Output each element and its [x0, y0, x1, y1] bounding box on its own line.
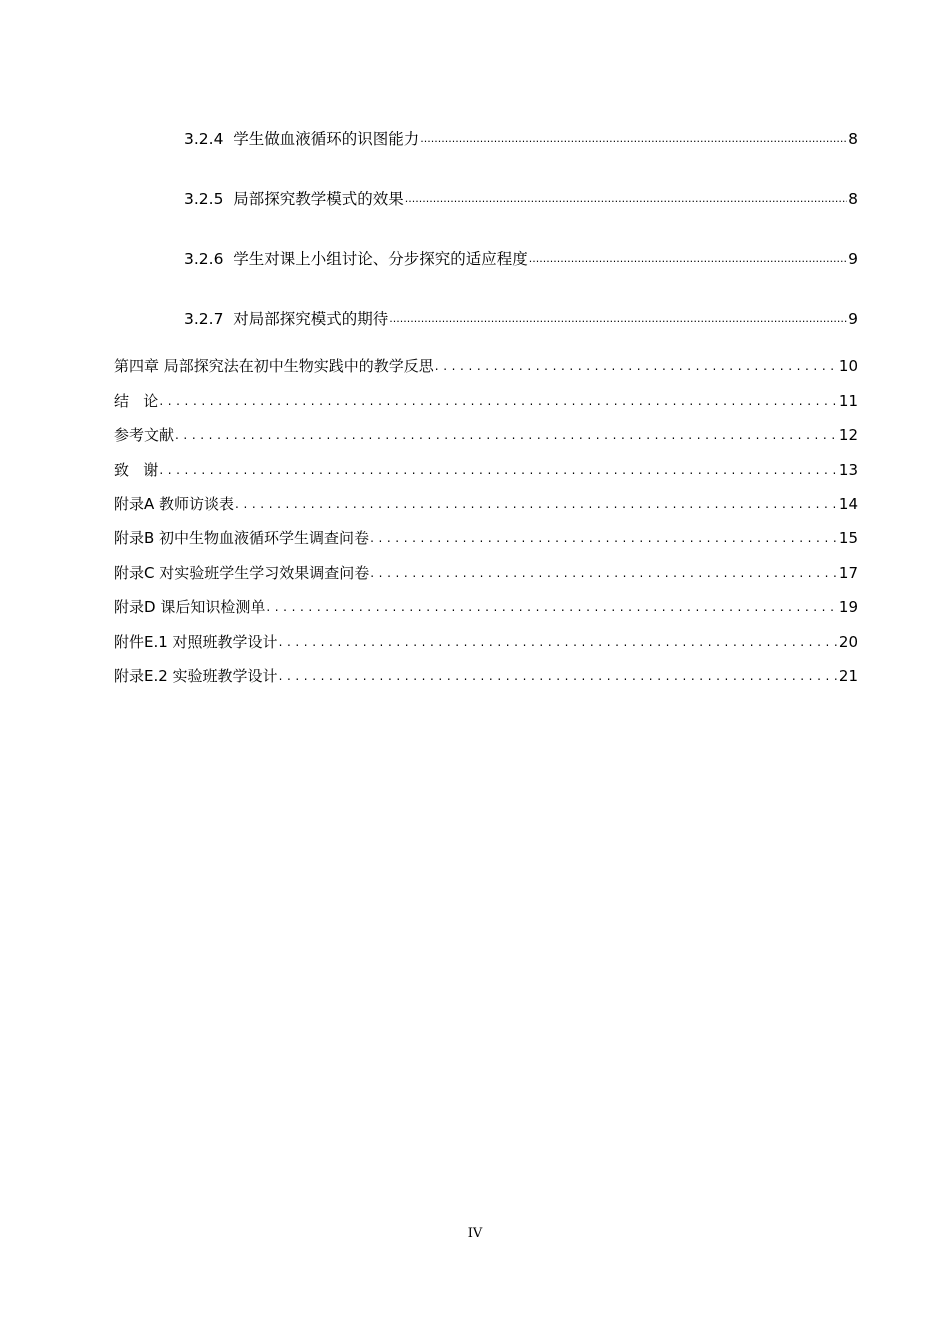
toc-entry-label: 附录C 对实验班学生学习效果调查问卷 — [114, 564, 370, 582]
toc-entry-appendix-b[interactable] — [114, 528, 858, 548]
toc-page-number: 15 — [838, 529, 858, 547]
toc-page-number: 9 — [848, 310, 858, 328]
toc-entry-appendix-d[interactable] — [114, 597, 858, 617]
toc-entry-appendix-a[interactable] — [114, 494, 858, 514]
toc-entry-conclusion[interactable] — [114, 391, 858, 411]
dot-leader — [266, 596, 838, 617]
dot-leader — [159, 459, 838, 480]
toc-entry-label: 3.2.6 学生对课上小组讨论、分步探究的适应程度 — [184, 250, 528, 268]
toc-page-number: 10 — [838, 357, 858, 375]
toc-entry-3-2-6[interactable] — [184, 249, 858, 269]
toc-page-number: 9 — [848, 250, 858, 268]
toc-entry-label: 第四章 局部探究法在初中生物实践中的教学反思 — [114, 357, 434, 375]
toc-page-number: 8 — [848, 190, 858, 208]
dot-leader — [370, 527, 838, 548]
dot-leader — [405, 187, 847, 209]
toc-page-number: 19 — [838, 598, 858, 616]
toc-page-number: 20 — [838, 633, 858, 651]
toc-entry-label: 附录B 初中生物血液循环学生调查问卷 — [114, 529, 370, 547]
toc-entry-3-2-5[interactable] — [184, 189, 858, 209]
dot-leader — [159, 390, 838, 411]
toc-entry-label: 附录A 教师访谈表 — [114, 495, 235, 513]
dot-leader — [389, 307, 847, 329]
toc-entry-label: 3.2.5 局部探究教学模式的效果 — [184, 190, 404, 208]
dot-leader — [279, 665, 838, 686]
dot-leader — [420, 127, 847, 149]
dot-leader — [175, 424, 838, 445]
footer-page-number: IV — [467, 1226, 483, 1241]
toc-entry-chapter-4[interactable] — [114, 356, 858, 376]
toc-page-number: 8 — [848, 130, 858, 148]
toc-entry-label: 附录D 课后知识检测单 — [114, 598, 266, 616]
dot-leader — [370, 562, 838, 583]
toc-page-number: 14 — [838, 495, 858, 513]
dot-leader — [279, 631, 838, 652]
dot-leader — [529, 247, 847, 269]
toc-entry-references[interactable] — [114, 425, 858, 445]
toc-entry-label: 结 论 — [114, 392, 159, 410]
toc-entry-label: 附录E.2 实验班教学设计 — [114, 667, 278, 685]
toc-page-number: 17 — [838, 564, 858, 582]
dot-leader — [435, 355, 838, 376]
toc-entry-appendix-e1[interactable] — [114, 632, 858, 652]
toc-entry-appendix-c[interactable] — [114, 563, 858, 583]
toc-entry-label: 参考文献 — [114, 426, 175, 444]
toc-entry-appendix-e2[interactable] — [114, 666, 858, 686]
toc-entry-acknowledgements[interactable] — [114, 460, 858, 480]
toc-entry-label: 致 谢 — [114, 461, 159, 479]
toc-entry-label: 3.2.7 对局部探究模式的期待 — [184, 310, 389, 328]
toc-entry-label: 3.2.4 学生做血液循环的识图能力 — [184, 130, 420, 148]
toc-page-number: 21 — [838, 667, 858, 685]
toc-entry-3-2-7[interactable] — [184, 309, 858, 329]
toc-page-number: 12 — [838, 426, 858, 444]
toc-entry-3-2-4[interactable] — [184, 129, 858, 149]
toc-entry-label: 附件E.1 对照班教学设计 — [114, 633, 278, 651]
toc-page-number: 11 — [838, 392, 858, 410]
toc-page-number: 13 — [838, 461, 858, 479]
dot-leader — [235, 493, 838, 514]
